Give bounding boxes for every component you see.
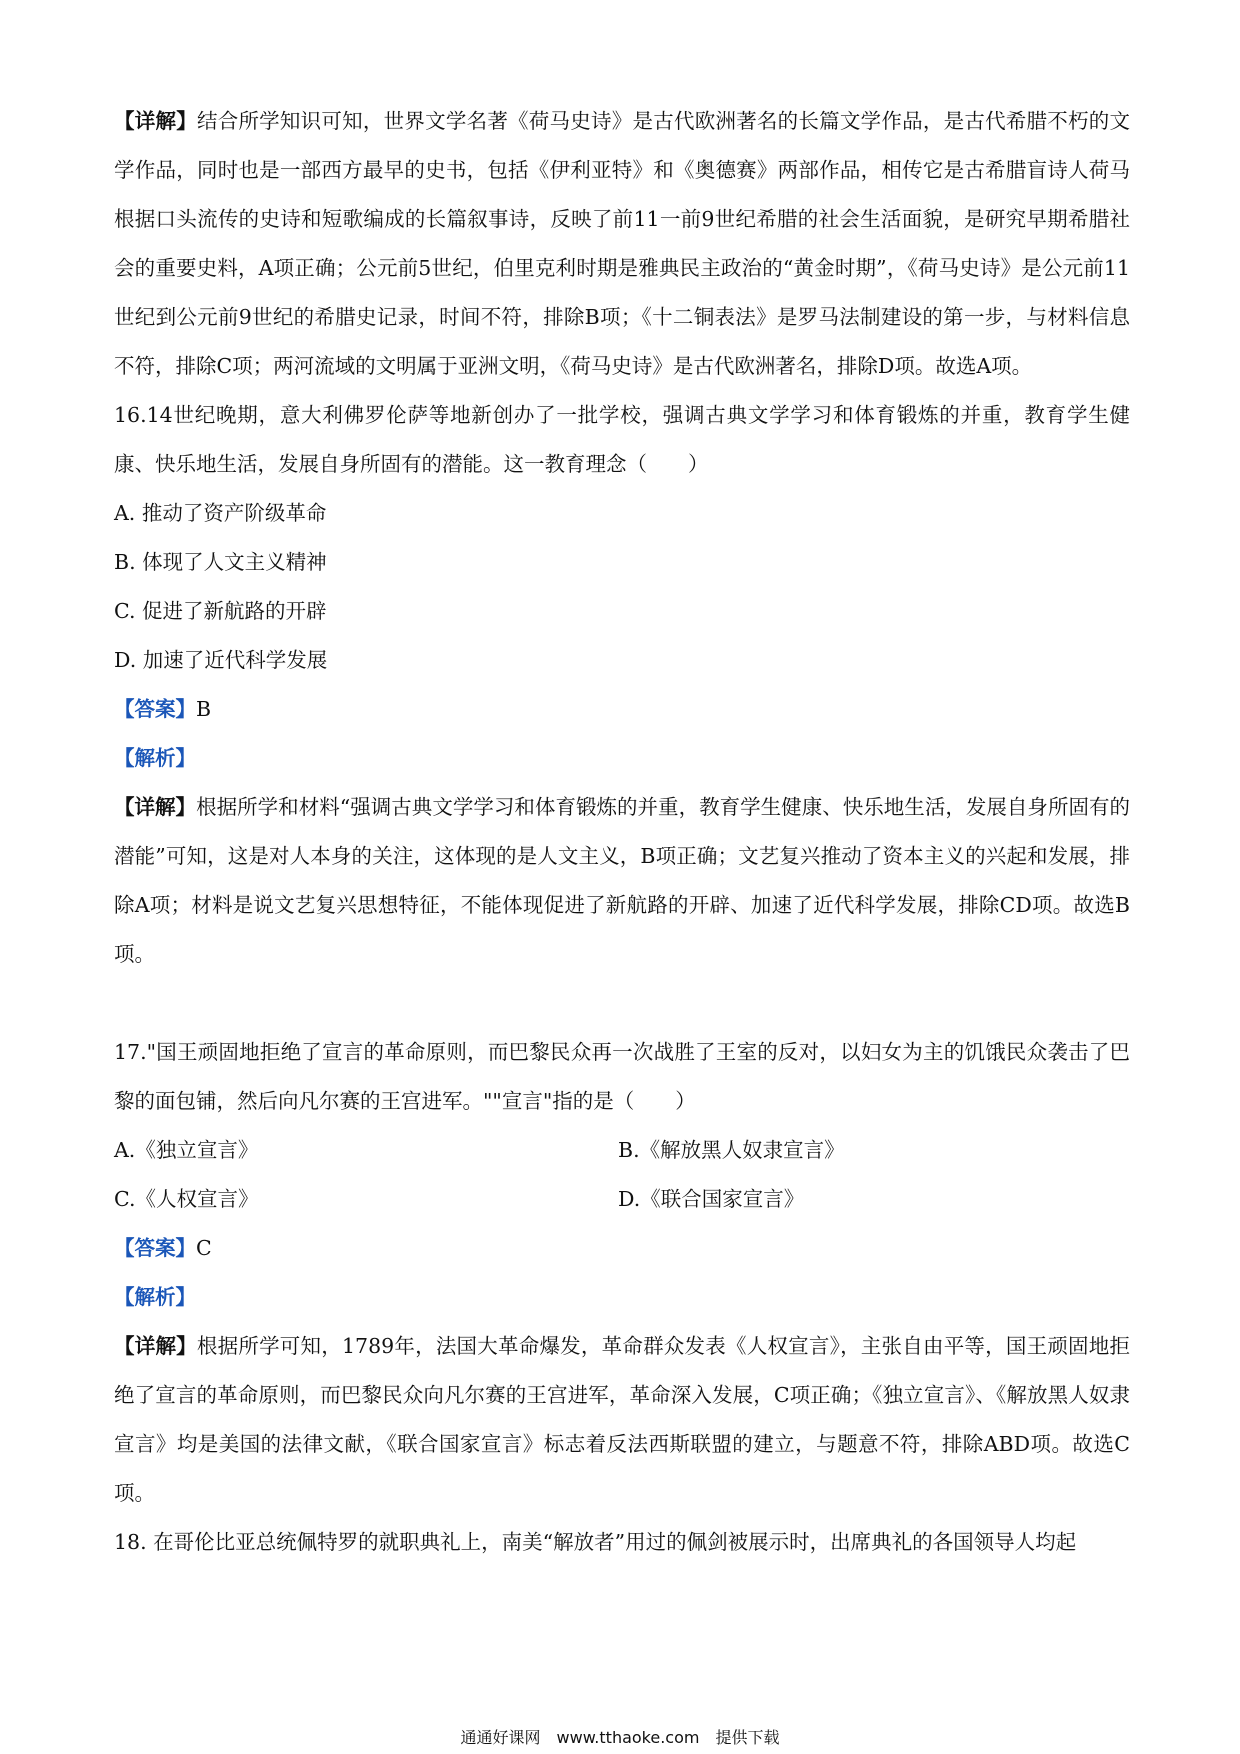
q17-option-c: C.《人权宣言》 [114,1187,259,1211]
q17-detail-text: 根据所学可知，1789年，法国大革命爆发，革命群众发表《人权宣言》，主张自由平等，国王顽固地拒绝了宣言的革命原则，而巴黎民众向凡尔赛的王宫进军，革命深入发展，C项正确；《独立宣言》、《解放黑人奴隶宣言》均是美国的法律文献，《联合国家宣言》标志着反法西斯联盟的建立，与题意不符，排除ABD项。故选C项。 [114,1334,1131,1505]
q15-detail-tag: 【详解】 [114,109,197,133]
q16-answer [114,685,1130,734]
q15-detail-text: 结合所学知识可知，世界文学名著《荷马史诗》是古代欧洲著名的长篇文学作品，是古代希腊不朽的文学作品，同时也是一部西方最早的史书，包括《伊利亚特》和《奥德赛》两部作品，相传它是古希腊盲诗人荷马根据口头流传的史诗和短歌编成的长篇叙事诗，反映了前11一前9世纪希腊的社会生活面貌，是研究早期希腊社会的重要史料，A项正确；公元前5世纪，伯里克利时期是雅典民主政治的“黄金时期”，《荷马史诗》是公元前11世纪到公元前9世纪的希腊史记录，时间不符，排除B项；《十二铜表法》是罗马法制建设的第一步，与材料信息不符，排除C项；两河流域的文明属于亚洲文明，《荷马史诗》是古代欧洲著名，排除D项。故选A项。 [114,109,1131,378]
q17-detail-tag: 【详解】 [114,1334,197,1358]
q16-answer-value: B [196,697,212,721]
q17-answer-value: C [196,1236,212,1260]
q17-option-b: B.《解放黑人奴隶宣言》 [618,1138,845,1162]
q16-analysis-tag: 【解析】 [114,746,196,770]
q17-answer [114,1224,1130,1273]
q17-option-d: D.《联合国家宣言》 [618,1187,805,1211]
q15-detail [114,97,1130,391]
q16-detail-text: 根据所学和材料“强调古典文学学习和体育锻炼的并重，教育学生健康、快乐地生活，发展自身所固有的潜能”可知，这是对人本身的关注，这体现的是人文主义，B项正确；文艺复兴推动了资本主义的兴起和发展，排除A项；材料是说文艺复兴思想特征，不能体现促进了新航路的开辟、加速了近代科学发展，排除CD项。故选B项。 [114,795,1131,966]
page-content [114,97,1130,1567]
q16-option-c: C. 促进了新航路的开辟 [114,599,327,623]
q16-option-a: A. 推动了资产阶级革命 [114,501,327,525]
q17-option-a: A.《独立宣言》 [114,1138,259,1162]
q16-detail [114,783,1130,979]
q17-options [114,1126,1130,1224]
q16-answer-tag: 【答案】 [114,697,196,721]
q18-stem: 18. 在哥伦比亚总统佩特罗的就职典礼上，南美“解放者”用过的佩剑被展示时，出席典礼的各国领导人均起 [114,1530,1077,1554]
q17-detail [114,1322,1130,1518]
spacer [114,979,1130,1028]
q17-answer-tag: 【答案】 [114,1236,196,1260]
q16-detail-tag: 【详解】 [114,795,197,819]
q17-analysis-tag: 【解析】 [114,1285,196,1309]
q16-stem: 16.14世纪晚期，意大利佛罗伦萨等地新创办了一批学校，强调古典文学学习和体育锻炼的并重，教育学生健康、快乐地生活，发展自身所固有的潜能。这一教育理念（ ） [114,403,1130,476]
q17-stem: 17."国王顽固地拒绝了宣言的革命原则，而巴黎民众再一次战胜了王室的反对，以妇女为主的饥饿民众袭击了巴黎的面包铺，然后向凡尔赛的王宫进军。""宣言"指的是（ ） [114,1040,1130,1113]
q16-option-b: B. 体现了人文主义精神 [114,550,327,574]
page-footer: 通通好课网 www.tthaoke.com 提供下载 [460,1728,780,1747]
q16-option-d: D. 加速了近代科学发展 [114,648,328,672]
